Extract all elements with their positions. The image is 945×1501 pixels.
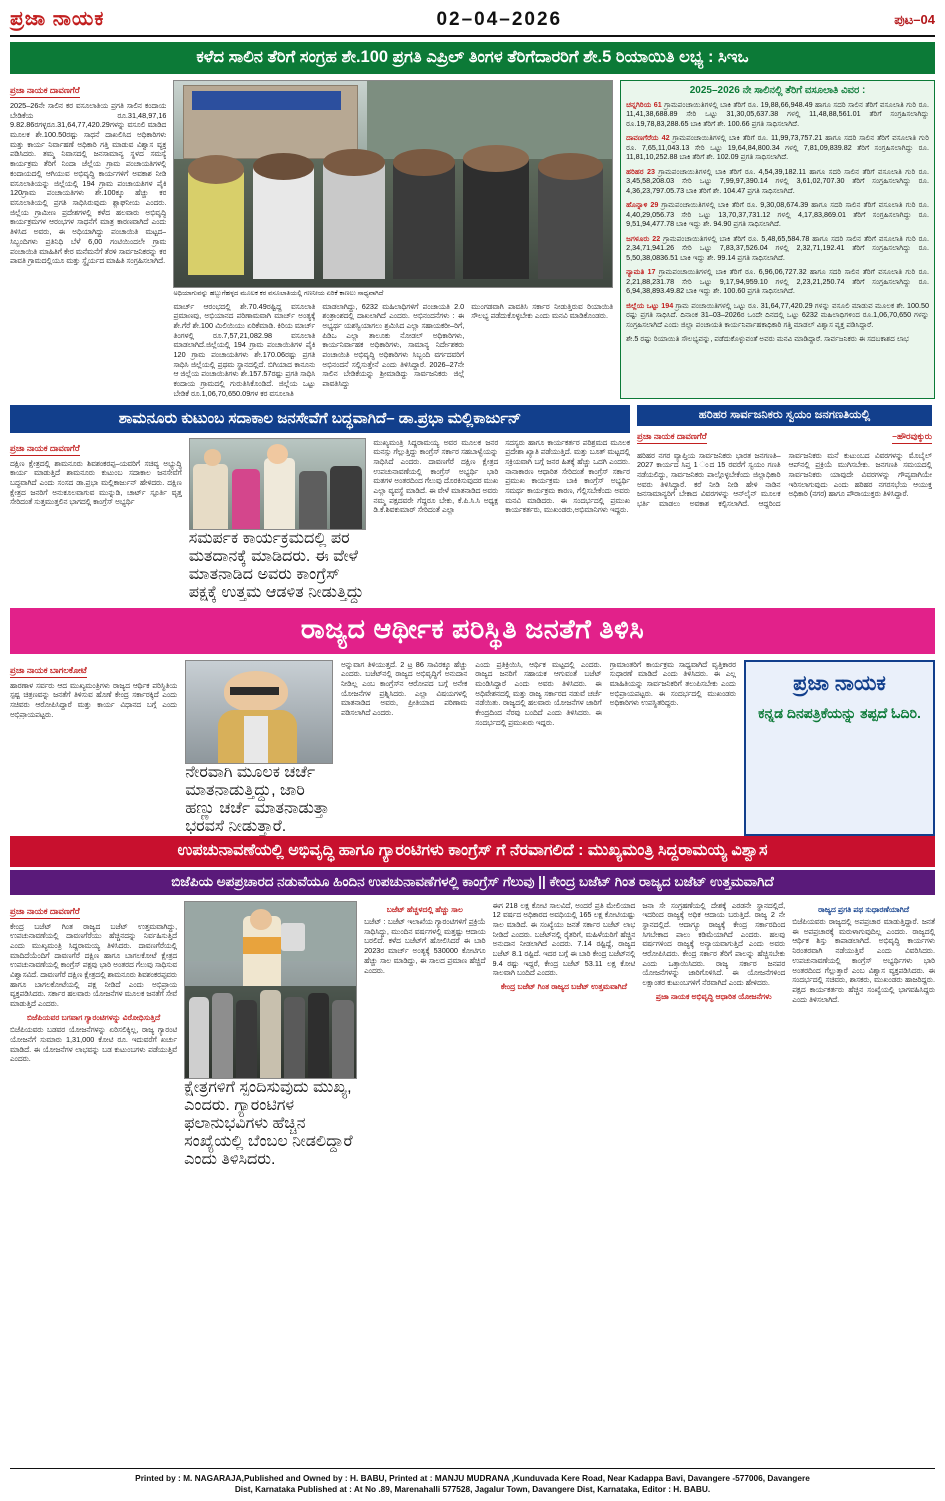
story1-body-b: ಮಾಡಲಾಗಿದ್ದು, 6232 ಮಹಿಲಾಧಿಗಳಿಗೆ ಪಂಚಾಯತಿ 2.0 ಶಂತ್ರಾಂಶದಲ್ಲಿ ದಾಖಲಾಗಿದೆ ಎಂದರು. ಅಭಿನಂದನೆಗಳು : ಈ ಅಭ್ಯರ್ಥ ಯಶಸ್ವಿಯಾಗಲು ಶ್ರಮಿಸಿದ ಎಲ್ಲಾ ಸಹಾಯಕರೀ–ರಿಗೆ, ಪಿಡಿಒ ಎಲ್ಲಾ ತಾಲೂಕು ನೋಡಲ್ ಅಧಿಕಾರಿಗಳು, ಕಾರ್ಯನಿರ್ವಾಹಕ ಅಧಿಕಾರಿಗಳು, ಸಾಮಾನ್ಯ ನಿರ್ದೇಶಕರು ಪಂಚಾಯಿತಿ ಅಭಿವೃದ್ಧಿ ಅಧಿಕಾರಿಗಳು ಸಿಬ್ಬಂದಿ ವರ್ಗದವರಿಗೆ ಅಭಿನಂದನೆ ಸಲ್ಲಿಸುತ್ತೇನೆ ಎಂದು ತಿಳಿಸಿದ್ದಾರೆ. 2026–27ನೇ ಸಾಲಿನ ಬೇಡಿಕೆಯನ್ನು ಶ್ರೀಮಾಡಿದ್ದು ಸಾರ್ವಜನಿಕರು ಜಿಲ್ಲೆ ಪಾವತಿಸಿದ್ದು (322, 301, 465, 389)
story4-photo (184, 901, 357, 1079)
tax-summary-item (626, 301, 929, 330)
story2-column-4 (505, 438, 630, 602)
tax-item-text: ಗ್ರಾಮ ಪಂಚಾಯಿತಿಗಳಲ್ಲಿ ಒಟ್ಟು ರೂ. 31,64,77,420.29 ಗಳನ್ನು ವಸೂಲಿ ಮಾಡುವ ಮೂಲಕ ಶೇ. 100.50 ರಷ್ಟು ಪ್ರಗತಿ ಸಾಧಿಸಿದೆ. ದಿನಾಂಕ 31–03–2026ರ ಒಂದೇ ದಿನದಲ್ಲಿ ಒಟ್ಟು 6232 ಮಹಿಲಾಧಿಗಳಿಂದ ರೂ.1,06,70,650 ಗಳನ್ನು ಸಂಗ್ರಹಿಸಲಾಗಿದೆ ಎಂದು ಜಿಲ್ಲಾ ಪಂಚಾಯತಿ ಕಾರ್ಯನಿರ್ವಾಹಕಾಧಿಕಾರಿ ಗತ್ತಿ ಮಾಡಲ್ ವಿಶ್ವಾಸ ವ್ಯಕ್ತ ಪಡಿಸಿದ್ದಾರೆ. (626, 300, 929, 329)
story4-subhead-3: ಬಜೆಟ್ ಹೆಚ್ಚಳದಲ್ಲಿ ಹೆಚ್ಚು ಸಾಲ (386, 904, 463, 914)
story2-byline: ಪ್ರಜಾ ನಾಯಕ ದಾವಣಗೆರೆ (10, 443, 80, 456)
tax-item-label: ಜಿಲ್ಲೆಯ ಒಟ್ಟು 194 (626, 300, 674, 310)
tax-summary-item (626, 133, 929, 162)
story2-photo (189, 438, 367, 530)
tax-item-label: ದಾವಣಗೆರೆಯ 42 (626, 133, 670, 143)
story3-column-4 (475, 660, 601, 836)
tax-summary-item (626, 100, 929, 129)
story1-photo-caption-wrap (173, 288, 613, 299)
story4-headline: ಉಪಚುನಾವಣೆಯಲ್ಲಿ ಅಭಿವೃದ್ಧಿ ಹಾಗೂ ಗ್ಯಾರಂಟಿಗಳು ಕಾಂಗ್ರೆಸ್ ಗೆ ನೆರವಾಗಲಿದೆ : ಮುಖ್ಯಮಂತ್ರಿ ಸಿದ್ದರಾಮಯ್ಯ ವಿಶ್ವಾಸ (10, 836, 935, 867)
story1-body-a: ಮಾರ್ಚ್ ಆರಂಭದಲ್ಲಿ ಶೇ.70.49ರಷ್ಟಿದ್ದ ವಸೂಲಾತಿ ಪ್ರಮಾಣವು, ಅಭಿಯಾನದ ಪರಿಣಾಮವಾಗಿ ಮಾರ್ಚ್ ಅಂತ್ಯಕ್ಕೆ ಶೇ.ಗೆರೆ ಶೇ.100 ಮಿಲಿಯಿಯು ಏರಿಕೆಮಾಡಿ. ಕಿರಿಯ ಮಾರ್ಚ್ ತಿಂಗಳಲ್ಲಿ ರೂ.7,57,21,082.98 ವಸೂಲಾತಿ ಮಾಡಲಾಗಿದೆ.ಜಿಲ್ಲೆಯಲ್ಲಿ 194 ಗ್ರಾಮ ಪಂಚಾಯಿತಿಗಳ ಪೈಕಿ 120 ಗ್ರಾಮ ಪಂಚಾಯತಿಗಳು ಶೇ.170.06ರಷ್ಟು ಪ್ರಗತಿ ಸಾಧಿಸಿ ಜಿಲ್ಲೆಯಲ್ಲಿ ಪ್ರಥಮ ಸ್ಥಾನದಲ್ಲಿದೆ. ಬಿಗಿಯಾದ ಕಾನೂನು ಆ ಜಿಲ್ಲೆಯ ಪಂಚಾಯಿತಿಗಳು ಶೇ.157.57ರಷ್ಟು ಪ್ರಗತಿ ಸಾಧಿಸಿ ಕಂದಾಯ ಗ್ರಾಮದಲ್ಲಿ ಗುರುತಿಸಿಕೊಂಡಿದೆ. ಜಿಲ್ಲೆಯ ಒಟ್ಟು ಬೇಡಿಕೆ ರೂ.1,06,70,650.09ಗಳ ಕರ ವಸೂಲಾತಿ (173, 301, 316, 398)
story2-side-byline-right: –ಹೌರವುಕ್ಕುರು (892, 431, 932, 444)
tax-item-text: ಗ್ರಾಮಪಂಚಾಯಿತಿಗಳಲ್ಲಿ ಬಾಕಿ ತೆರಿಗೆ ರೂ. 5,48,65,584.78 ಹಾಗೂ ಸದರಿ ಸಾಲಿನ ತೆರಿಗೆ ವಸೂಲಾತಿ ಗುರಿ ರೂ. 2,34,71,941.26 ಸೇರಿ ಒಟ್ಟು 7,83,37,526.04 ಗಳಲ್ಲಿ 2,32,71,192.41 ತೆರಿಗೆ ಸಂಗ್ರಹಿಸಲಾಗಿದ್ದು ರೂ. 5,50,38,0836.51 ಬಾಕಿ ಇದ್ದು ಶೇ. 99.14 ಪ್ರಗತಿ ಸಾಧಿಸಲಾಗಿದೆ. (626, 233, 929, 262)
story1 (10, 80, 935, 399)
story1-photo (173, 80, 613, 288)
story4-body-5: ಜನಾ ಸೇ ಸಂಗ್ರಹಣೆಯಲ್ಲಿ ದೇಶಕ್ಕೆ ಎರಡನೇ ಸ್ಥಾನದಲ್ಲಿದೆ, ಇದರಿಂದ ರಾಜ್ಯಕ್ಕೆ ಅಧಿಕ ಆದಾಯ ಬರುತ್ತಿದೆ. ರಾಜ್ಯ 2 ನೇ ಸ್ಥಾನದಲ್ಲಿದೆ. ಆದಾಗ್ಯೂ ರಾಜ್ಯಕ್ಕೆ ಕೇಂದ್ರ ಸರ್ಕಾರದಿಂದ ಸಿಗಬೇಕಾದ ಪಾಲು ಕಡಿಮೆಯಾಗಿದೆ ಎಂದರು. ಹಲವು ವರ್ಷಗಳಿಂದ ರಾಜ್ಯಕ್ಕೆ ಅನ್ಯಾಯವಾಗುತ್ತಿದೆ ಎಂದು ಅವರು ಆರೋಪಿಸಿದರು. ಕೇಂದ್ರ ಸರ್ಕಾರ ತೆರಿಗೆ ಪಾಲನ್ನು ಹೆಚ್ಚಿಸಬೇಕು ಎಂದು ಒತ್ತಾಯಿಸಿದರು. ರಾಜ್ಯ ಸರ್ಕಾರ ಜನಪರ ಯೋಜನೆಗಳನ್ನು ಜಾರಿಗೊಳಿಸಿದೆ. ಈ ಯೋಜನೆಗಳಿಂದ ಲಕ್ಷಾಂತರ ಕುಟುಂಬಗಳಿಗೆ ನೆರವಾಗಿದೆ ಎಂದು ಹೇಳಿದರು. (642, 900, 786, 988)
story4-row (10, 901, 935, 1169)
story4-body-6: ಬಿಜೆಪಿಯವರು ರಾಜ್ಯದಲ್ಲಿ ಅಪಪ್ರಚಾರ ಮಾಡುತ್ತಿದ್ದಾರೆ. ಜನತೆ ಈ ಅಪಪ್ರಚಾರಕ್ಕೆ ಮರುಳಾಗುವುದಿಲ್ಲ ಎಂದರು. ರಾಜ್ಯದಲ್ಲಿ ಆರ್ಥಿಕ ಶಿಸ್ತು ಕಾಪಾಡಲಾಗಿದೆ. ಅಭಿವೃದ್ಧಿ ಕಾರ್ಯಗಳು ನಿರಂತರವಾಗಿ ನಡೆಯುತ್ತಿವೆ ಎಂದು ವಿವರಿಸಿದರು. ಉಪಚುನಾವಣೆಯಲ್ಲಿ ಕಾಂಗ್ರೆಸ್ ಅಭ್ಯರ್ಥಿಗಳು ಭಾರಿ ಅಂತರದಿಂದ ಗೆಲ್ಲುತ್ತಾರೆ ಎಂಬ ವಿಶ್ವಾಸ ವ್ಯಕ್ತಪಡಿಸಿದರು. ಈ ಸಂದರ್ಭದಲ್ಲಿ ಸಚಿವರು, ಶಾಸಕರು, ಮುಖಂಡರು ಹಾಜರಿದ್ದರು. ಪಕ್ಷದ ಕಾರ್ಯಕರ್ತರು ಹೆಚ್ಚಿನ ಸಂಖ್ಯೆಯಲ್ಲಿ ಭಾಗವಹಿಸಿದ್ದರು ಎಂದು ತಿಳಿಸಲಾಗಿದೆ. (792, 917, 936, 1004)
story4-subhead-6: ರಾಜ್ಯದ ಪ್ರಗತಿ ಪಥ ಸುಧಾರಣೆಯಾಗಿದೆ (818, 904, 910, 914)
story3-row (10, 660, 935, 836)
story4-column-6 (792, 901, 935, 1169)
story3-photo-caption: ನೇರವಾಗಿ ಮೂಲಕ ಚರ್ಚೆ ಮಾತನಾಡುತ್ತಿದ್ದು, ಜಾರಿ ಹಣ್ಣು ಚರ್ಚೆ ಮಾತನಾಡುತ್ತಾ ಭರವಸೆ ನೀಡುತ್ತಾರೆ. (185, 763, 330, 835)
story1-photo-caption: ಅಧಿಯಾಗುವನ್ನು ಹಬ್ಬುಗೆಹಳ್ಳದ ಮೂಲಕ ಕರ ವಸೂಲಾತಿಯಲ್ಲಿ ಗಣನೀಯ ಏರಿಕೆ ಕಾಣಲು ಸಾಧ್ಯವಾಗಿದೆ (173, 289, 384, 297)
story4-subhead-1: ಬಿಜೆಪಿಯವರ ಬಗವಾಗ ಗ್ಯಾರಂಟಿಗಳನ್ನು ವಿರೋಧಿಸುತ್ತಿದೆ (26, 1012, 161, 1022)
page-footer (10, 1468, 935, 1495)
story3-body-4: ಎಂದು ಪ್ರತಿಕ್ರಿಯಿಸಿ, ಆರ್ಥಿಕ ಮಟ್ಟದಲ್ಲಿ ಎಂದರು. ರಾಜ್ಯದ ಜನರಿಗೆ ಸಹಾಯಕ ಆಗುವಂತೆ ಬಜೆಟ್ ಮಂಡಿಸಿದ್ದಾರೆ ಎಂದು ಅವರು ತಿಳಿಸಿದರು. ಈ ಅಧಿವೇಶನದಲ್ಲಿ ಮತ್ತು ರಾಜ್ಯ ಸರ್ಕಾರದ ನಡುವೆ ಚರ್ಚೆ ನಡೆಯಿತು. ರಾಜ್ಯದಲ್ಲಿ ಹಲವಾರು ಯೋಜನೆಗಳ ಜಾರಿಗೆ ಕೇಂದ್ರದಿಂದ ನೆರವು ಬಂದಿದೆ ಎಂದು ತಿಳಿಸಿದರು. ಈ ಸಂದರ್ಭದಲ್ಲಿ ಪ್ರಮುಖರು ಇದ್ದರು. (475, 659, 602, 727)
masthead-title: ಪ್ರಜಾ ನಾಯಕ (10, 8, 105, 30)
story1-body-c: ಮುಂಗಡವಾಗಿ ಪಾವತಿಸಿ ಸರ್ಕಾರ ನೀಡುತ್ತಿರುವ ರಿಯಾಯಿತಿ ಸೌಲಭ್ಯ ಪಡೆದುಕೊಳ್ಳಬೇಕು ಎಂದು ಮನವಿ ಮಾಡಿಕೊಂಡರು. (471, 301, 614, 321)
story4-subheadline: ಬಿಜೆಪಿಯ ಅಪಪ್ರಚಾರದ ನಡುವೆಯೂ ಹಿಂದಿನ ಉಪಚುನಾವಣೆಗಳಲ್ಲಿ ಕಾಂಗ್ರೆಸ್ ಗೆಲುವು || ಕೇಂದ್ರ ಬಜೆಟ್ ಗಿಂತ ರಾಜ್ಯದ ಬಜೆಟ್ ಉತ್ತಮವಾಗಿದೆ (10, 870, 935, 895)
story4-body-3: ಬಜೆಟ್ : ಬಜೆಟ್ ಇಲಾಖೆಯ ಗ್ಯಾರಂಟಿಗಳಿಗೆ ಪ್ರಕ್ರಿಯೆ ಸಾಧಿಸಿದ್ದು, ಮುಂದಿನ ವರ್ಷಗಳಲ್ಲಿ ಮತ್ತಷ್ಟು ಆದಾಯ ಬರಲಿದೆ. ಕಳೆದ ಬಜೆಟ್‍ಗೆ ಹೋಲಿಸಿದರೆ ಈ ಬಾರಿ 2023ರ ಮಾರ್ಚ್ ಅಂತ್ಯಕ್ಕೆ 530000 ಕೋಟಿಗೂ ಹೆಚ್ಚು ಸಾಲ ಮಾಡಿದ್ದು, ಈ ಸಾಲದ ಪ್ರಮಾಣ ಹೆಚ್ಚಿದೆ ಎಂದರು. (364, 917, 486, 975)
story3-headline: ರಾಜ್ಯದ ಆರ್ಥೀಕ ಪರಿಸ್ಥಿತಿ ಜನತೆಗೆ ತಿಳಿಸಿ (10, 608, 935, 654)
tax-summary-item (626, 200, 929, 229)
story3-body-5: ಗ್ರಾಮಾಂತರಿಗೆ ಕಾರ್ಯಕ್ರಮ ಸಾಧ್ಯವಾಗಿದೆ ವೃತ್ತಿಕಾರರ ಸುಧಾರಣೆ ಮಾಡಿದೆ ಎಂದು ತಿಳಿಸಿದರು. ಈ ಎಲ್ಲ ಮಾಹಿತಿಯನ್ನು ಸಾರ್ವಜನಿಕರಿಗೆ ತಲುಪಿಸಬೇಕು ಎಂದು ಅಭಿಪ್ರಾಯಪಟ್ಟರು. ಈ ಸಂದರ್ಭದಲ್ಲಿ ಮುಖಂಡರು ಅಧಿಕಾರಿಗಳು ಉಪಸ್ಥಿತರಿದ್ದರು. (609, 659, 737, 708)
story1-middle (173, 80, 613, 399)
tax-item-text: ಗ್ರಾಮಪಂಚಾಯಿತಿಗಳಲ್ಲಿ ಬಾಕಿ ತೆರಿಗೆ ರೂ. 9,30,08,674.39 ಹಾಗೂ ಸದರಿ ಸಾಲಿನ ತೆರಿಗೆ ವಸೂಲಾತಿ ಗುರಿ ರೂ. 4,40,29,056.73 ಸೇರಿ ಒಟ್ಟು 13,70,37,731.12 ಗಳಲ್ಲಿ 4,17,83,869.01 ತೆರಿಗೆ ಸಂಗ್ರಹಿಸಲಾಗಿದ್ದು ರೂ. 9,51,94,477.78 ಬಾಕಿ ಇದ್ದು ಶೇ. 94.90 ಪ್ರಗತಿ ಸಾಧಿಸಲಾಗಿದೆ. (626, 200, 929, 229)
tax-item-label: ಚನ್ನಗಿರಿಯ 61 (626, 99, 662, 109)
story2-side-headline: ಹರಿಹರ ಸಾರ್ವಜನಿಕರು ಸ್ವಯಂ ಜನಗಣತಿಯಲ್ಲಿ (637, 405, 932, 426)
story2-headline: ಶಾಮನೂರು ಕುಟುಂಬ ಸದಾಕಾಲ ಜನಸೇವೆಗೆ ಬದ್ಧವಾಗಿದೆ– ಡಾ.ಪ್ರಭಾ ಮಲ್ಲಿಕಾರ್ಜುನ್ (10, 405, 630, 433)
story4-column-1 (10, 901, 177, 1169)
tax-item-label: ನ್ಯಾಮತಿ 17 (626, 267, 656, 277)
story3-body-1: ಹಾರಣಾಳ ಸರ್ವರು ಆದ ಮುಖ್ಯಮಂತ್ರಿಗಳು ರಾಜ್ಯದ ಆರ್ಥಿಕ ಪರಿಸ್ಥಿತಿಯ ಸ್ಪಷ್ಟ ಚಿತ್ರಣವನ್ನು ಜನತೆಗೆ ತಿಳಿಸುವ ಹೊಣೆ ಕೇಂದ್ರ ಸರ್ಕಾರಕ್ಕಿದೆ ಎಂದು ಸಚಿವರು ಆರೋಪಿಸಿದ್ದಾರೆ ಮತ್ತು ಕಾರ್ಯ ವಿಧಾನದ ಬಗ್ಗೆ ಎಂದು ಅಭಿಪ್ರಾಯಪಟ್ಟರು. (10, 680, 178, 719)
story2-body-4: ಸದಸ್ಯರು ಹಾಗೂ ಕಾರ್ಯಕರ್ತರ ಪರಿಶ್ರಮದ ಮೂಲಕ ಪ್ರದೇಶಾ ಖ್ಯಾತಿ ಪಡೆಯುತ್ತಿದೆ. ಮತ್ತು ಬೂತ್ ಮಟ್ಟದಲ್ಲಿ ಸಕ್ರಿಯವಾಗಿ ಬಗ್ಗೆ ಜನರ ಹಿತಕ್ಕೆ ಹೆಚ್ಚು ಒದಗಿ ಎಂದರು. ನಾನಾಕಾರಣ ಆಧಾರಿತ ಸೇರಿದಂತೆ ಕಾಂಗ್ರೆಸ್ ಸರ್ಕಾರ ಪ್ರಮುಖ ಕಾರ್ಯಕ್ರಮ ಬಾಕಿ ಕಾಂಗ್ರೆಸ್ ಅಭ್ಯರ್ಥಿ ಸಮರ್ಥ ಕಾರ್ಯಕ್ರಮ ಕಾರಣ, ಗೆಲ್ಲಿಸಬೇಕೆಂದು ಅವರು ಮನವಿ ಮಾಡಿದರು. ಈ ಸಂದರ್ಭದಲ್ಲಿ ಪ್ರಮುಖ ಕಾರ್ಯಕರ್ತರು, ಮುಖಂಡರು,ಅಭಿಮಾನಿಗಳು ಇದ್ದರು. (505, 437, 631, 515)
story3-body-3: ಅನ್ನುವಾಗ ತಿಳಿಯುತ್ತದೆ. 2 ಟ್ರ 86 ಸಾವಿರಕ್ಕೂ ಹೆಚ್ಚು ಎಂದರು. ಬಜೆಟ್‍ನಲ್ಲಿ ರಾಜ್ಯದ ಅಭಿವೃದ್ಧಿಗೆ ಅನುದಾನ ನೀಡಿಲ್ಲ ಎಂಬ ಕಾಂಗ್ರೆಸ್‍ನ ಆರೋಪದ ಬಗ್ಗೆ ಅನೇಕ ಯೋಜನೆಗಳ ಪ್ರಶ್ನಿಸಿದರು. ಎಲ್ಲಾ ವಿಷಯಗಳಲ್ಲಿ ಮಾತನಾಡಿದ ಅವರು, ಪ್ರೀತಿಯಾದ ಪರಿಣಾಮ ಪಡಿಸಲಾಗಿದೆ ಎಂದರು. (340, 659, 468, 718)
story2 (10, 405, 630, 602)
story4-column-3 (364, 901, 485, 1169)
story3-column-1 (10, 660, 177, 836)
promo-box (744, 660, 935, 836)
story2-side-byline-left: ಪ್ರಜಾ ನಾಯಕ ದಾವಣಗೆರೆ (637, 431, 707, 444)
story3-byline: ಪ್ರಜಾ ನಾಯಕ ಬಾಗಲಕೋಟೆ (10, 665, 87, 678)
masthead-date: 02–04–2026 (436, 8, 563, 30)
story4-subhead-4: ಕೇಂದ್ರ ಬಜೆಟ್ ಗಿಂತ ರಾಜ್ಯದ ಬಜೆಟ್ ಉತ್ತಮವಾಗಿದೆ (500, 982, 628, 992)
story4-photo-caption: ಕ್ಷೇತ್ರಗಳಿಗೆ ಸ್ಪಂದಿಸುವುದು ಮುಖ್ಯ, ಎಂದರು. ಗ್ಯಾರಂಟಿಗಳ ಫಲಾನುಭವಿಗಳು ಹೆಚ್ಚಿನ ಸಂಖ್ಯೆಯಲ್ಲಿ ಬೆಂಬಲ ನೀಡಲಿದ್ದಾರೆ ಎಂದು ತಿಳಿಸಿದರು. (184, 1078, 353, 1168)
story3-column-5 (610, 660, 736, 836)
story2-photo-caption: ಸಮರ್ಪಕ ಕಾರ್ಯಕ್ರಮದಲ್ಲಿ ಪರ ಮತದಾನಕ್ಕೆ ಮಾಡಿದರು. ಈ ವೇಳೆ ಮಾತನಾಡಿದ ಅವರು ಕಾಂಗ್ರೆಸ್ ಪಕ್ಷಕ್ಕೆ ಉತ್ತಮ ಆಡಳಿತ ನೀಡುತ್ತಿದ್ದು (188, 529, 364, 601)
tax-summary-title: 2025–2026 ನೇ ಸಾಲಿನಲ್ಲಿ ತೆರಿಗೆ ವಸೂಲಾತಿ ವಿವರ : (689, 84, 866, 96)
tax-summary-item (626, 167, 929, 196)
story2-row (10, 405, 935, 602)
story4-body-4: ಈಗ 218 ಲಕ್ಷ ಕೋಟಿ ಸಾಲವಿದೆ, ಅಂದರೆ ಪ್ರತಿ ಮೇಲಿಯಾದ 12 ವರ್ಷದ ಅಧಿಕಾರದ ಅವಧಿಯಲ್ಲಿ 165 ಲಕ್ಷ ಕೋಟಿಯಷ್ಟು ಸಾಲ ಮಾಡಿದೆ. ಈ ಸಂಖ್ಯೆಯು ಜನತೆ ಸರ್ಕಾರ ಬಜೆಟ್ ಲಾಭ ನೀಡಿದೆ ಎಂದರು. ಬಜೆಟ್‍ನಲ್ಲಿ ರೈತರಿಗೆ, ಮಹಿಳೆಯರಿಗೆ ಹೆಚ್ಚಿನ ಅನುದಾನ ನೀಡಲಾಗಿದೆ ಎಂದರು. 7.14 ರಷ್ಟಿದ್ದೆ, ರಾಜ್ಯದ ಬಜೆಟ್ 8.1 ರಷ್ಟಿದೆ. ಇದರ ಬಗ್ಗೆ ಈ ಬಾರಿ ಕೇಂದ್ರ ಬಜೆಟ್‍ನಲ್ಲಿ 9.4 ರಷ್ಟು ಇದ್ದರೆ, ಕೇಂದ್ರ ಬಜೆಟ್ 53.11 ಲಕ್ಷ ಕೋಟಿ ಸಾಲವಾಗಿ ಬಂದಿದೆ ಎಂದರು. (492, 900, 636, 978)
tax-summary-item (626, 234, 929, 263)
story2-side (637, 405, 932, 602)
story2-column-1 (10, 438, 182, 602)
story4-column-4 (493, 901, 636, 1169)
story4-column-5 (642, 901, 785, 1169)
promo-subtitle: ಕನ್ನಡ ದಿನಪತ್ರಿಕೆಯನ್ನು ತಪ್ಪದೆ ಓದಿರಿ. (758, 704, 921, 721)
tax-summary-box (620, 80, 935, 399)
story1-column-1 (10, 80, 166, 399)
story1-middle-columns (173, 302, 613, 399)
tax-item-text: ಗ್ರಾಮಪಂಚಾಯಿತಿಗಳಲ್ಲಿ ಬಾಕಿ ತೆರಿಗೆ ರೂ. 4,54,39,182.11 ಹಾಗೂ ಸದರಿ ಸಾಲಿನ ತೆರಿಗೆ ವಸೂಲಾತಿ ಗುರಿ ರೂ. 3,45,58,208.03 ಸೇರಿ ಒಟ್ಟು 7,99,97,390.14 ಗಳಲ್ಲಿ 3,61,02,707.30 ತೆರಿಗೆ ಸಂಗ್ರಹಿಸಲಾಗಿದ್ದು ರೂ. 4,36,23,797.05.73 ಬಾಕಿ ತೆರಿಗೆ ಶೇ. 104.47 ಪ್ರಗತಿ ಸಾಧಿಸಲಾಗಿದೆ. (626, 166, 929, 195)
tax-summary-item (626, 267, 929, 296)
story1-headline: ಕಳೆದ ಸಾಲಿನ ತೆರಿಗೆ ಸಂಗ್ರಹ ಶೇ.100 ಪ್ರಗತಿ ಎಪ್ರಿಲ್ ತಿಂಗಳ ತೆರಿಗೆದಾರರಿಗೆ ಶೇ.5 ರಿಯಾಯಿತಿ ಲಭ್ಯ : ಸಿಇಒ (10, 42, 935, 74)
masthead-page-number: ಪುಟ–04 (894, 11, 935, 27)
story2-columns (10, 438, 630, 602)
story2-column-3 (373, 438, 498, 602)
promo-title: ಪ್ರಜಾ ನಾಯಕ (793, 671, 886, 695)
masthead (10, 8, 935, 37)
story1-byline: ಪ್ರಜಾ ನಾಯಕ ದಾವಣಗೆರೆ (10, 85, 80, 98)
story2-side-body: ಹರಿಹರ ನಗರ ವ್ಯಾಪ್ತಿಯ ಸಾರ್ವಜನಿಕರು ಭಾರತ ಜನಗಣತಿ–2027 ಕಾರ್ಯದ ಸಿಪ್ತ 1 ಂದ 15 ರವರೆಗೆ ಸ್ವಯಂ ಗಣತಿ ನಡೆಯಲಿದ್ದು, ಸಾರ್ವಜನಿಕರು ಪಾಲ್ಗೊಳ್ಳಬೇಕೆಂದು ಜಿಲ್ಲಾಧಿಕಾರಿ ಅವರು ತಿಳಿಸಿದ್ದಾರೆ. ಕರೆ ನೀಡಿ ನೀಡಿ ಹೇಳಿ ನಾಡಿನ ಜನಸಾಮಾನ್ಯರಿಗೆ ಬೇಕಾದ ವಿವರಗಳನ್ನು ಆನ್‍ಲೈನ್ ಮೂಲಕ ಭರ್ತಿ ಮಾಡಲು ಅವಕಾಶ ಕಲ್ಪಿಸಲಾಗಿದೆ. ಆದ್ದರಿಂದ ಸಾರ್ವಜನಿಕರು ಮನೆ ಕುಟುಂಬದ ವಿವರಗಳನ್ನು ಮೊಬೈಲ್ ಆಪ್‍ನಲ್ಲಿ ಪ್ರಕ್ರಿಯೆ ಮುಗಿಸಬೇಕು. ಜನಗಣತಿ ಸಮಯದಲ್ಲಿ ಸಾರ್ವಜನಿಕರು ಯಾವುದೇ ವಿವರಗಳನ್ನು ಗೌಪ್ಯವಾಗಿಯೇ ಇರಿಸಲಾಗುವುದು ಎಂದು ಹರಿಹರ ನಗರಸಭೆಯ ಆಯುಕ್ತ ಅಧಿಕಾರಿ (ನಗರ) ಹಾಗೂ ಪೌರಾಯುಕ್ತರು ತಿಳಿಸಿದ್ದಾರೆ. (637, 450, 932, 509)
story2-body-3: ಮುಖ್ಯಮಂತ್ರಿ ಸಿದ್ದರಾಮಯ್ಯ ಅವರ ಮೂಲಕ ಜನರ ಮನಸ್ಸು ಗೆಲ್ಲುತ್ತಿದ್ದು ಕಾಂಗ್ರೆಸ್ ಸರ್ಕಾರ ಸಹಬಾಳ್ವೆಯನ್ನು ಸಾಧಿಸಿದೆ ಎಂದರು. ದಾವಣಗೆರೆ ದಕ್ಷಿಣ ಕ್ಷೇತ್ರದ ಉಪಚುನಾವಣೆಯಲ್ಲಿ ಕಾಂಗ್ರೆಸ್ ಅಭ್ಯರ್ಥಿ ಭಾರಿ ಮತಗಳ ಅಂತರದಿಂದ ಗೆಲುವು ದೊರಕಿಸುವುದರ ಮುಖ ಎಲ್ಲಾ ವ್ಯವಸ್ಥೆ ಮಾಡಿದೆ. ಈ ವೇಳೆ ಮಾತನಾಡಿದ ಅವರು ನಮ್ಮ ಪಕ್ಷದವರೇ ಗೆದ್ದರೂ ಬೇಕು, ಕೆ.ಪಿ.ಸಿ.ಸಿ ಅಧ್ಯಕ್ಷ ಡಿ.ಕೆ.ಶಿವಕುಮಾರ್ ಸೇರಿದಂತೆ ಎಲ್ಲಾ (373, 437, 499, 515)
story4-subhead-5: ಪ್ರಜಾ ನಾಯಕ ಅಭಿವೃದ್ಧಿ ಆಧಾರಿತ ಯೋಜನೆಗಳು (655, 991, 772, 1001)
story3-column-3 (341, 660, 467, 836)
story2-photo-wrap (189, 438, 367, 602)
tax-item-label: ಹೊನ್ನಾಳಿ 29 (626, 200, 659, 210)
story2-body-1: ದಕ್ಷಿಣ ಕ್ಷೇತ್ರದಲ್ಲಿ ಶಾಮನೂರು ಶಿವಶಂಕರಪ್ಪ–ಯವರಿಗೆ ಸಚಿವ್ಯ ಅಭ್ಯುದ್ಧಿ ಕಾರ್ಯ ಮಾಡುತ್ತಿದೆ ಶಾಮನೂರು ಕುಟುಂಬ ಸದಾಕಾಲ ಜನಸೇವೆಗೆ ಬದ್ಧವಾಗಿದೆ ಎಂದು ಸಂಸದ ಡಾ.ಪ್ರಭಾ ಮಲ್ಲಿಕಾರ್ಜುನ್ ಹೇಳಿದರು. ದಕ್ಷಿಣ ಕ್ಷೇತ್ರದ ಜನರಿಗೆ ಅನುಕೂಲವಾಗುವ ಮುನ್ನುಡಿ, ಚಾರ್ಟ್ ಸ್ಪೂರ್ತಿ ವೃತ್ತ ಸೇರಿದಂತೆ ಸುತ್ತಮುತ್ತಲಿನ ಭಾಗದಲ್ಲಿ ಕಾಂಗ್ರೆಸ್ ಅಭ್ಯರ್ಥಿ (10, 458, 182, 507)
footer-line-2: Dist, Karnataka Published at : At No .89, Marenahalli 577528, Jagalur Town, Davangere Dist, Karnataka, Editor : H. BABU. (234, 1483, 711, 1494)
tax-summary-footer: ಶೇ.5 ರಷ್ಟು ರಿಯಾಯಿತಿ ಸೌಲಭ್ಯವನ್ನು, ಪಡೆದುಕೊಳ್ಳುವಂತೆ ಅವರು ಮನವಿ ಮಾಡಿದ್ದಾರೆ. ಸಾರ್ವಜನಿಕರು ಈ ಸದಬಕಾಶದ ಲಾಭ (626, 334, 909, 344)
story4-photo-wrap (184, 901, 357, 1169)
tax-item-label: ಜಗಳೂರು 22 (626, 233, 661, 243)
story3-photo-wrap (185, 660, 333, 836)
story2-side-body-wrap (637, 451, 932, 509)
story1-greenbox-wrap (620, 80, 935, 399)
tax-item-text: ಗ್ರಾಮಪಂಚಾಯಿತಿಗಳಲ್ಲಿ ಬಾಕಿ ತೆರಿಗೆ ರೂ. 6,96,06,727.32 ಹಾಗೂ ಸದರಿ ಸಾಲಿನ ತೆರಿಗೆ ವಸೂಲಾತಿ ಗುರಿ ರೂ. 2,21,88,231.78 ಸೇರಿ ಒಟ್ಟು 9,17,94,959.10 ಗಳಲ್ಲಿ 2,23,21,250.74 ತೆರಿಗೆ ಸಂಗ್ರಹಿಸಲಾಗಿದ್ದು ರೂ. 6,94,38,893.49.82 ಬಾಕಿ ಇದ್ದು ಶೇ. 100.60 ಪ್ರಗತಿ ಸಾಧಿಸಲಾಗಿದೆ. (626, 267, 929, 296)
tax-item-text: ಗ್ರಾಮಪಂಚಾಯಿತಿಗಳಲ್ಲಿ ಬಾಕಿ ತೆರಿಗೆ ರೂ. 19,88,66,948.49 ಹಾಗೂ ಸದರಿ ಸಾಲಿನ ತೆರಿಗೆ ವಸೂಲಾತಿ ಗುರಿ ರೂ. 11,41,38,688.89 ಸೇರಿ ಒಟ್ಟು 31,30,05,637.38 ಗಳಲ್ಲಿ 11,48,88,561.01 ತೆರಿಗೆ ಸಂಗ್ರಹಿಸಲಾಗಿದ್ದು ರೂ.19,78,83,288.65 ಬಾಕಿ ತೆರಿಗೆ ಶೇ. 100.66 ಪ್ರಗತಿ ಸಾಧಿಸಲಾಗಿದೆ. (626, 99, 929, 128)
story4-byline: ಪ್ರಜಾ ನಾಯಕ ದಾವಣಗೆರೆ (10, 906, 80, 919)
story4-body-1b: ಬಿಜೆಪಿಯವರು ಬಡವರ ಯೋಜನೆಗಳನ್ನು ಏರಿಸಲಿಕ್ಕಿಲ್ಲ, ರಾಜ್ಯ ಗ್ಯಾರಂಟಿ ಯೋಜನೆಗೆ ಸುಮಾರು 1,31,000 ಕೋಟಿ ರೂ. ಇದುವರೆಗೆ ಖರ್ಚು ಮಾಡಿದೆ. ಈ ಯೋಜನೆಗಳ ಲಾಭವನ್ನು ಬಡ ಕುಟುಂಬಗಳು ಪಡೆಯುತ್ತಿವೆ ಎಂದರು. (10, 1025, 178, 1064)
story3-photo (185, 660, 333, 764)
footer-line-1: Printed by : M. NAGARAJA,Published and Owned by : H. BABU, Printed at : MANJU MUDRANA ,Kunduvada Kere Road, Near Kadappa Bavi, Davangere -577006, Davangere (135, 1472, 810, 1483)
story4-body-1: ಕೇಂದ್ರ ಬಜೆಟ್ ಗಿಂತ ರಾಜ್ಯದ ಬಜೆಟ್ ಉತ್ತಮವಾಗಿದ್ದು, ಉಪಚುನಾವಣೆಯಲ್ಲಿ ದಾವಣಗೆರೆಯು ಹೆಚ್ಚಿನದನ್ನು ನಿರ್ವಹಿಸುತ್ತಿದೆ ಎಂದು ಮುಖ್ಯಮಂತ್ರಿ ಸಿದ್ದರಾಮಯ್ಯ ತಿಳಿಸಿದರು. ದಾವಣಗೆರೆಯಲ್ಲಿ ಮಾದಿದೆಯೆಂದಿಗೆ ದಾವಣಗೆರೆ ದಕ್ಷಿಣ ಹಾಗೂ ಬಾಗಲಕೋಟೆ ಕ್ಷೇತ್ರದ ಉಪಚುನಾವಣೆಯಲ್ಲಿ ಕಾಂಗ್ರೆಸ್ ಪಕ್ಷವು ಭಾರಿ ಅಂತರದ ಗೆಲುವು ಸಾಧಿಸುವ ವಿಶ್ವಾಸವಿದೆ. ದಾವಣಗೆರೆ ದಕ್ಷಿಣ ಕ್ಷೇತ್ರದಲ್ಲಿ ಶಾಮನೂರು ಶಿವಶಂಕರಪ್ಪವರು ಹಾಗೂ ಬಾಗಲಕೋಟೆಯಲ್ಲಿ ಪಕ್ಷ ನೀಡಿದೆ ಎಂದು ಅಭಿಪ್ರಾಯ ವ್ಯಕ್ತಪಡಿಸಿದರು. ಸರ್ಕಾರ ಹಲವಾರು ಯೋಜನೆಗಳ ಮೂಲಕ ಜನತೆಗೆ ಸೇವೆ ಮಾಡುತ್ತಿದೆ ಎಂದರು. (10, 921, 178, 1009)
tax-item-label: ಹರಿಹರ 23 (626, 166, 656, 176)
story1-body-1: 2025–26ನೇ ಸಾಲಿನ ಕರ ವಸೂಲಾತಿಯ ಪ್ರಗತಿ ಸಾಲಿನ ಕಂದಾಯ ಬೇಡಿಕೆಯ ರೂ.31,48,97,16 9.82.86ರಗಳ್ಳರೂ.31,64,77,420.29ಗಳನ್ನು ವಸೂಲಿ ಮಾಡಿದ ಮೂಲಕ ಶೇ.100.50ರಷ್ಟು ಸಾಧನೆ ದಾಖಲಿಸಿದ ಅಧಿಕಾರಿಗಳು ಮತ್ತು ಕಾರ್ಯ ನಿರ್ವಾಹಣೆ ಅಧಿಕಾರಿ ಗತ್ತಿ ಮಾಡುವ ವಿಶ್ವಾಸ ವ್ಯಕ್ತ ಪಡಿಸಿದರು. ತಮ್ಮ ನಿವಾಸದಲ್ಲಿ ಜನಸಾಮಾನ್ಯ ಸ್ಥಳದ ಸಮಸ್ಯೆ ಕಾರ್ಯಕ್ರಮ ತೆರಿಗೆ ನಿಂದಾ ಜೆಲ್ಲೆಯ ಗ್ರಾಮ ಪಂಚಾಯತಿಗಳಲ್ಲಿ ಕಂದಾಯದಲ್ಲಿ ಆಗಿಯುವ ಅಭಿವೃದ್ಧಿ ಕಾರ್ಯಗಳಿಗೆ ಅವಕಾಶ ನೀಡಿ ವಸೂಲಾತಿಯನ್ನು ಜಿಲ್ಲೆಯಲ್ಲಿ 194 ಗ್ರಾಮ ಪಂಚಾಯತಿಗಳ ಪೈಕಿ 120ಗ್ರಾಮ ಪಂಚಾಯತಿಗಳು ಶೇ.100ಕ್ಕೂ ಹೆಚ್ಚು ಕರ ವಸೂಲಾತಿಯಲ್ಲಿ ಪ್ರಗತಿ ಸಾಧಿಸಿರುವುದು ಶ್ಲಾಘನೀಯ ಎಂದರು. ಜಿಲ್ಲೆಯ ಗ್ರಾಮೀಣ ಪ್ರದೇಶಗಳಲ್ಲಿ ಕಳೆದ ಹಲವಾರು ಅಭಿವೃದ್ಧಿ ಕಾರ್ಯಕ್ರಮಗಳ ಆರಂಭಗಳ ಸಾಧನೆಗೆ ಮಾತ್ರ ಕಾರಣವಾಗಿದೆ ಎಂದು ತಿಳಿಸಿದ ಅವರು, ಈ ಅಧಿಯಾಗಿದ್ದು ಪಂಚಾಯಿತಿ ಮಟ್ಟದ–ಸಿಬ್ಬಂದಿಗಳು ಪ್ರತಿನಿಧಿ ಬೆಳೆ 6,00 ಗಂಟಿಯಿಂದಲೇ ಗ್ರಾಮ ಪಂಚಾಯಿತಿ ಮಾಹಿತಿಗೆ ಕೇರ ಮನೆಮನೆಗೆ ತೆರಳಿ ಸಾರ್ವಜನಿಕರನ್ನು ಕರ ಪಾವತಿ ಗ್ರಾಮದಲ್ಲಿಯೂ ಮತ್ತು ಸ್ಥೈರ್ಯದ ಮಾಹಿತಿ ಸಂಗ್ರಹಿಸಲಾಗಿದೆ. (10, 100, 167, 266)
tax-item-text: ಗ್ರಾಮಪಂಚಾಯಿತಿಗಳಲ್ಲಿ ಬಾಕಿ ತೆರಿಗೆ ರೂ. 11,99,73,757.21 ಹಾಗೂ ಸದರಿ ಸಾಲಿನ ತೆರಿಗೆ ವಸೂಲಾತಿ ಗುರಿ ರೂ. 7,65,11,043.13 ಸೇರಿ ಒಟ್ಟು 19,64,84,800.34 ಗಳಲ್ಲಿ 7,81,09,839.82 ತೆರಿಗೆ ಸಂಗ್ರಹಿಸಲಾಗಿದ್ದು ರೂ. 11,81,10,252.88 ಬಾಕಿ ತೆರಿಗೆ ಶೇ. 102.09 ಪ್ರಗತಿ ಸಾಧಿಸಲಾಗಿದೆ. (626, 133, 929, 162)
